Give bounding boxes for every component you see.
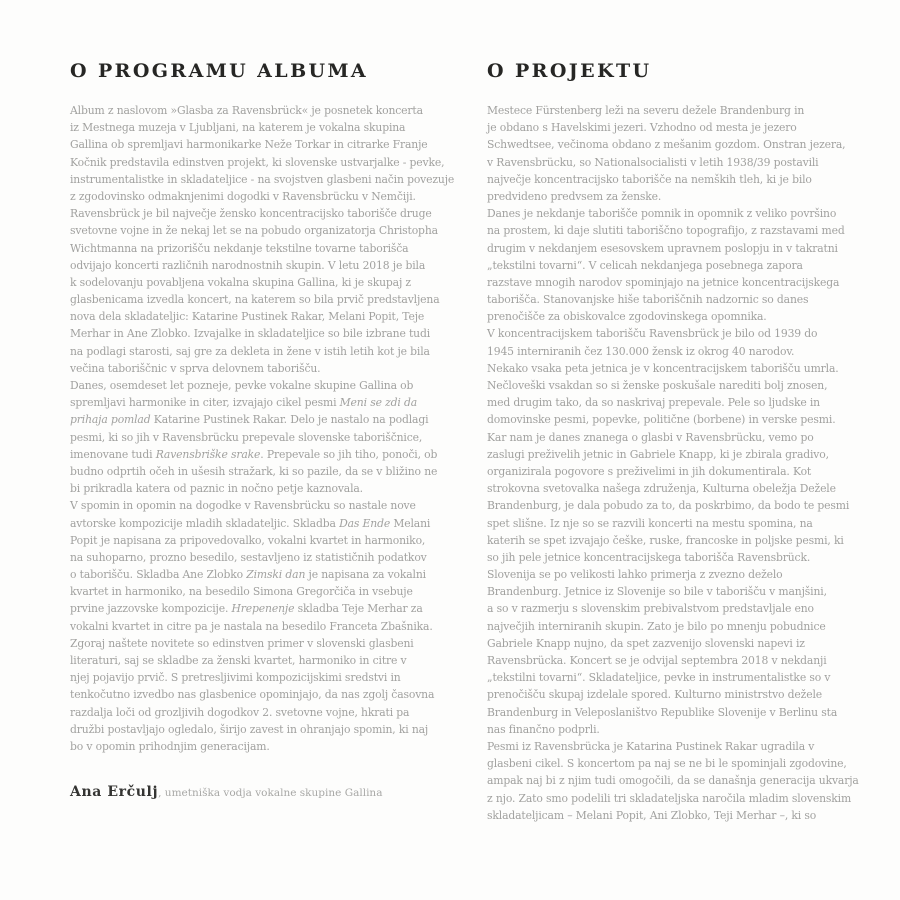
- text-line: vokalni kvartet in citre pa je nastala na besedilo Franceta Zbašnika.: [70, 619, 433, 633]
- text-line: Popit je napisana za pripovedovalko, vokalni kvartet in harmoniko,: [70, 533, 426, 547]
- text-line: bo v opomin prihodnjim generacijam.: [70, 739, 270, 753]
- text-line: pesmi, ki so jih v Ravensbrücku prepevale slovenske taboriščnice,: [70, 430, 423, 444]
- text-line: prenočišče za obiskovalce zgodovinskega opomnika.: [487, 310, 767, 324]
- text-line: z njo. Zato smo podelili tri skladateljska naročila mladim slovenskim: [487, 791, 852, 805]
- right-body-text: [487, 102, 857, 824]
- text-line: zaslugi preživelih jetnic in Gabriele Knapp, ki je zbirala gradivo,: [487, 447, 829, 461]
- text-line: je obdano s Havelskimi jezeri. Vzhodno od mesta je jezero: [487, 121, 797, 135]
- text-line: na suhoparno, prozno besedilo, sestavljeno iz statističnih podatkov: [70, 550, 427, 564]
- text-line: svetovne vojne in že nekaj let se na pobudo organizatorja Christopha: [70, 224, 438, 238]
- text-line: tenkočutno izvedbo nas glasbenice opominjajo, da nas zgolj časovna: [70, 688, 435, 702]
- text-line: na podlagi starosti, saj gre za dekleta in žene v istih letih kot je bila: [70, 344, 430, 358]
- text-line: so jih pele jetnice koncentracijskega taborišča Ravensbrück.: [487, 550, 811, 564]
- text-line: glasbenicama izvedla koncert, na katerem so bila prvič predstavljena: [70, 293, 440, 307]
- text-line: katerih se spet izvajajo češke, ruske, francoske in poljske pesmi, ki: [487, 533, 844, 547]
- text-line: Wichtmanna na prizorišču nekdanje tekstilne tovarne taborišča: [70, 241, 409, 255]
- text-line: „tekstilni tovarni“. Skladateljice, pevke in instrumentalistke so v: [487, 671, 831, 685]
- text-line: Pesmi iz Ravensbrücka je Katarina Pustinek Rakar ugradila v: [487, 739, 815, 753]
- text-line: Nečloveški vsakdan so si ženske poskušale narediti bolj znosen,: [487, 379, 828, 392]
- text-line: razstave mnogih narodov spominjajo na jetnice koncentracijskega: [487, 275, 840, 289]
- text-line: Gallina ob spremljavi harmonikarke Neže Torkar in citrarke Franje: [70, 138, 428, 152]
- text-line: organizirala pogovore s preživelimi in jih dokumentirala. Kot: [487, 464, 812, 478]
- text-line: družbi postavljajo ogledalo, širijo zavest in ohranjajo spomin, ki naj: [70, 722, 429, 736]
- text-line: instrumentalistke in skladateljice - na svojstven glasbeni način povezuje: [70, 172, 455, 186]
- text-line: domovinske pesmi, popevke, politične (borbene) in verske pesmi.: [487, 413, 836, 427]
- text-line: prihaja pomlad Katarine Pustinek Rakar. Delo je nastalo na podlagi: [70, 413, 429, 427]
- text-line: V koncentracijskem taborišču Ravensbrück je bilo od 1939 do: [487, 327, 818, 341]
- text-line: Gabriele Knapp nujno, da spet zazvenijo slovenski napevi iz: [487, 636, 805, 650]
- text-line: spremljavi harmonike in citer, izvajajo cikel pesmi Meni se zdi da: [70, 396, 418, 410]
- text-line: njej pojavijo prvič. S pretresljivimi kompozicijskimi sredstvi in: [70, 671, 401, 685]
- text-line: a so v razmerju s slovenskim prebivalstvom predstavljale eno: [487, 602, 814, 616]
- text-line: strokovna svetovalka našega združenja, Kulturna obeležja Dežele: [487, 482, 836, 496]
- left-column-about-album: [70, 60, 455, 801]
- text-line: spet slišne. Iz nje so se razvili koncerti na mestu spomina, na: [487, 516, 813, 530]
- text-line: Mestece Fürstenberg leži na severu dežele Brandenburg in: [487, 104, 805, 117]
- text-line: prvine jazzovske kompozicije. Hrepenenje skladba Teje Merhar za: [70, 602, 423, 616]
- text-line: Kočnik predstavila edinstven projekt, ki slovenske ustvarjalke - pevke,: [70, 155, 445, 169]
- text-line: Ravensbrücka. Koncert se je odvijal septembra 2018 v nekdanji: [487, 654, 827, 667]
- text-line: prenočišču skupaj izdelale spored. Kulturno ministrstvo dežele: [487, 688, 822, 702]
- text-line: drugim v nekdanjem esesovskem upravnem poslopju in v takratni: [487, 241, 838, 255]
- text-line: Danes, osemdeset let pozneje, pevke vokalne skupine Gallina ob: [70, 379, 414, 392]
- text-line: Slovenija se po velikosti lahko primerja z zvezno deželo: [487, 568, 783, 582]
- text-line: taborišča. Stanovanjske hiše taboriščnih nadzornic so danes: [487, 293, 809, 307]
- text-line: Zgoraj naštete novitete so edinstven primer v slovenski glasbeni: [70, 636, 414, 650]
- text-line: razdalja loči od grozljivih dogodkov 2. svetovne vojne, hkrati pa: [70, 705, 410, 719]
- right-column-about-project: [487, 60, 857, 824]
- text-line: V spomin in opomin na dogodke v Ravensbrücku so nastale nove: [70, 499, 416, 513]
- text-line: Schwedtsee, večinoma obdano z mešanim gozdom. Onstran jezera,: [487, 138, 846, 152]
- text-line: ampak naj bi z njim tudi omogočili, da se današnja generacija ukvarja: [487, 774, 859, 788]
- text-line: „tekstilni tovarni“. V celicah nekdanjega posebnega zapora: [487, 258, 803, 272]
- signature-role: , umetniška vodja vokalne skupine Gallina: [158, 787, 383, 800]
- text-line: o taborišču. Skladba Ane Zlobko Zimski dan je napisana za vokalni: [70, 568, 426, 582]
- text-line: Brandenburg, je dala pobudo za to, da poskrbimo, da bodo te pesmi: [487, 499, 850, 513]
- text-line: imenovane tudi Ravensbriške srake. Prepevale so jih tiho, ponoči, ob: [70, 447, 438, 461]
- left-body-text: [70, 102, 455, 755]
- text-line: Kar nam je danes znanega o glasbi v Ravensbrücku, vemo po: [487, 430, 814, 444]
- text-line: bi prikradla katera od paznic in nočno petje kaznovala.: [70, 482, 363, 496]
- text-line: Album z naslovom »Glasba za Ravensbrück« je posnetek koncerta: [70, 104, 423, 117]
- text-line: predvideno predvsem za ženske.: [487, 189, 662, 203]
- text-line: na prostem, ki daje slutiti taboriščno topografijo, z razstavami med: [487, 224, 845, 238]
- text-line: največje koncentracijsko taborišče na nemških tleh, ki je bilo: [487, 172, 812, 186]
- text-line: literaturi, saj se skladbe za ženski kvartet, harmoniko in citre v: [70, 654, 407, 667]
- text-line: v Ravensbrücku, so Nationalsocialisti v letih 1938/39 postavili: [487, 155, 819, 169]
- text-line: nova dela skladateljic: Katarine Pustinek Rakar, Melani Popit, Teje: [70, 310, 425, 324]
- text-line: glasbeni cikel. S koncertom pa naj se ne bi le spominjali zgodovine,: [487, 757, 847, 771]
- text-line: Brandenburg in Veleposlaništvo Republike Slovenije v Berlinu sta: [487, 705, 838, 719]
- text-line: največjih interniranih skupin. Zato je bilo po mnenju pobudnice: [487, 619, 826, 633]
- text-line: avtorske kompozicije mladih skladateljic. Skladba Das Ende Melani: [70, 516, 431, 530]
- text-line: z zgodovinsko odmaknjenimi dogodki v Ravensbrücku v Nemčiji.: [70, 189, 416, 203]
- text-line: Danes je nekdanje taborišče pomnik in opomnik z veliko površino: [487, 207, 837, 221]
- text-line: skladateljicam – Melani Popit, Ani Zlobko, Teji Merhar –, ki so: [487, 808, 817, 822]
- right-section-title: O PROJEKTU: [487, 60, 652, 82]
- text-line: med drugim tako, da so naskrivaj prepevale. Pele so ljudske in: [487, 396, 820, 410]
- left-section-title: O PROGRAMU ALBUMA: [70, 60, 369, 82]
- text-line: Merhar in Ane Zlobko. Izvajalke in skladateljice so bile izbrane tudi: [70, 327, 431, 341]
- text-line: odvijajo koncerti različnih narodnostnih skupin. V letu 2018 je bila: [70, 258, 426, 272]
- text-line: budno odprtih očeh in ušesih stražark, ki so pazile, da se v bližino ne: [70, 464, 438, 478]
- text-line: k sodelovanju povabljena vokalna skupina Gallina, ki je skupaj z: [70, 275, 411, 289]
- text-line: Brandenburg. Jetnice iz Slovenije so bile v taborišču v manjšini,: [487, 585, 827, 599]
- text-line: iz Mestnega muzeja v Ljubljani, na katerem je vokalna skupina: [70, 121, 406, 135]
- text-line: Nekako vsaka peta jetnica je v koncentracijskem taborišču umrla.: [487, 361, 839, 375]
- text-line: 1945 interniranih čez 130.000 žensk iz okrog 40 narodov.: [487, 344, 795, 358]
- text-line: večina taboriščnic v sprva delovnem taborišču.: [70, 361, 321, 375]
- text-line: kvartet in harmoniko, na besedilo Simona Gregorčiča in vsebuje: [70, 585, 413, 599]
- signature-name: Ana Erčulj: [70, 784, 159, 801]
- text-line: nas finančno podprli.: [487, 722, 600, 736]
- text-line: Ravensbrück je bil največje žensko koncentracijsko taborišče druge: [70, 207, 432, 221]
- author-signature: [70, 781, 440, 800]
